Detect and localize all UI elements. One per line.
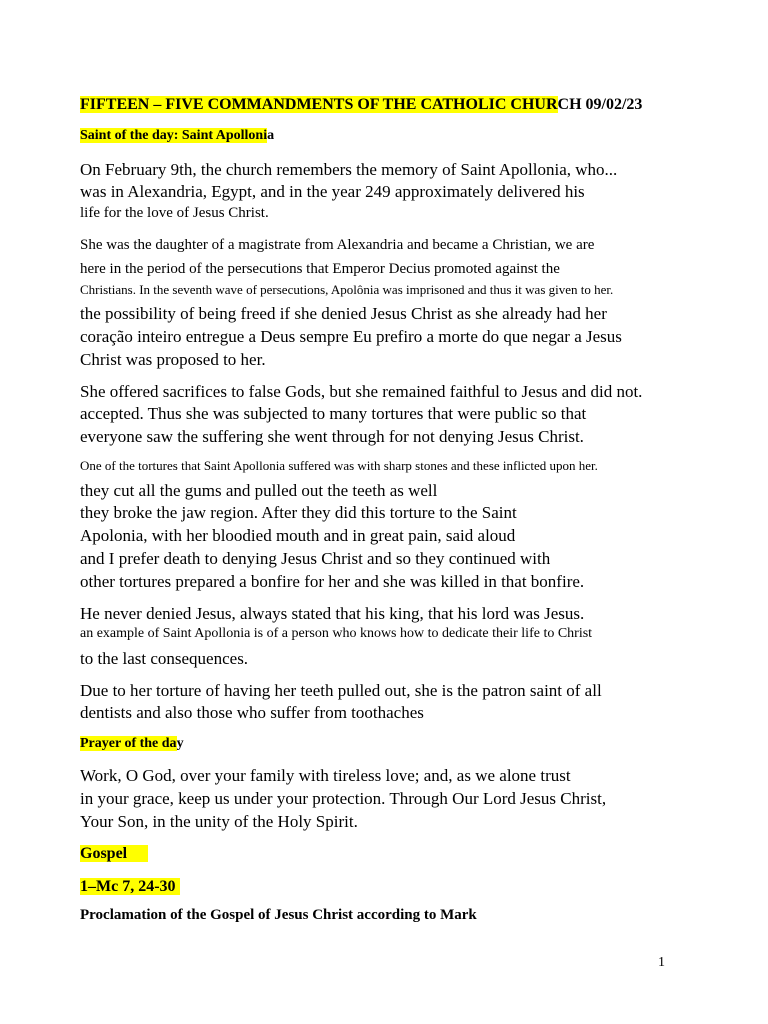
- text-line: to the last consequences.: [80, 649, 249, 668]
- text-line: One of the tortures that Saint Apollonia suffered was with sharp stones and these inflicted upon her.: [80, 458, 598, 473]
- text-line: and I prefer death to denying Jesus Christ and so they continued with: [80, 549, 551, 568]
- page-number: 1: [658, 955, 665, 970]
- prayer-line: Work, O God, over your family with tireless love; and, as we alone trust: [80, 766, 571, 785]
- saint-heading-highlight: Saint of the day: Saint Apolloni: [80, 128, 268, 143]
- gospel-heading: [80, 845, 148, 863]
- title-highlight: FIFTEEN – FIVE COMMANDMENTS OF THE CATHOLIC CHUR: [80, 96, 558, 113]
- document-title: [80, 96, 642, 114]
- text-line: was in Alexandria, Egypt, and in the year 249 approximately delivered his: [80, 182, 585, 201]
- text-line: Christians. In the seventh wave of persecutions, Apolônia was imprisoned and thus it was given to her.: [80, 282, 614, 297]
- prayer-line: in your grace, keep us under your protection. Through Our Lord Jesus Christ,: [80, 789, 607, 808]
- title-rest: CH 09/02/23: [557, 96, 643, 113]
- prayer-line: Your Son, in the unity of the Holy Spirit.: [80, 812, 358, 831]
- gospel-proclamation: Proclamation of the Gospel of Jesus Christ according to Mark: [80, 907, 477, 923]
- text-line: She offered sacrifices to false Gods, but she remained faithful to Jesus and did not.: [80, 382, 643, 401]
- prayer-heading-rest: y: [176, 736, 184, 751]
- text-line: coração inteiro entregue a Deus sempre Eu prefiro a morte do que negar a Jesus: [80, 327, 622, 346]
- text-line: they broke the jaw region. After they did this torture to the Saint: [80, 503, 517, 522]
- text-line: He never denied Jesus, always stated that his king, that his lord was Jesus.: [80, 604, 585, 623]
- prayer-heading: [80, 736, 184, 752]
- text-line: life for the love of Jesus Christ.: [80, 205, 269, 221]
- saint-heading: [80, 128, 274, 144]
- text-line: On February 9th, the church remembers the memory of Saint Apollonia, who...: [80, 160, 618, 179]
- saint-heading-rest: a: [267, 128, 275, 143]
- text-line: She was the daughter of a magistrate from Alexandria and became a Christian, we are: [80, 237, 595, 253]
- gospel-reference-highlight: 1–Mc 7, 24-30: [80, 878, 180, 895]
- gospel-heading-highlight: Gospel: [80, 845, 148, 862]
- text-line: Apolonia, with her bloodied mouth and in great pain, said aloud: [80, 526, 516, 545]
- text-line: an example of Saint Apollonia is of a person who knows how to dedicate their life to Christ: [80, 626, 593, 641]
- prayer-heading-highlight: Prayer of the da: [80, 736, 177, 751]
- text-line: everyone saw the suffering she went through for not denying Jesus Christ.: [80, 427, 584, 446]
- text-line: other tortures prepared a bonfire for her and she was killed in that bonfire.: [80, 572, 585, 591]
- text-line: the possibility of being freed if she denied Jesus Christ as she already had her: [80, 304, 607, 323]
- text-line: dentists and also those who suffer from toothaches: [80, 703, 424, 722]
- gospel-reference: [80, 878, 180, 896]
- text-line: here in the period of the persecutions that Emperor Decius promoted against the: [80, 261, 560, 277]
- text-line: they cut all the gums and pulled out the teeth as well: [80, 481, 438, 500]
- text-line: accepted. Thus she was subjected to many tortures that were public so that: [80, 404, 587, 423]
- text-line: Christ was proposed to her.: [80, 350, 266, 369]
- text-line: Due to her torture of having her teeth pulled out, she is the patron saint of all: [80, 681, 602, 700]
